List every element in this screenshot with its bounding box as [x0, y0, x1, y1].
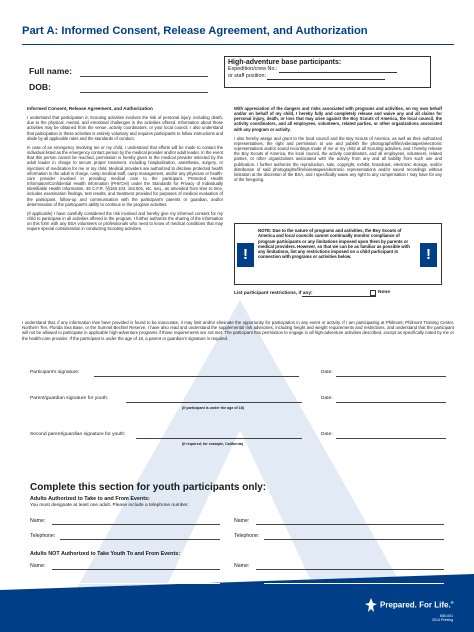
authorized-phone-1-label: Telephone: [30, 533, 56, 539]
warning-icon-right: ! [420, 243, 437, 267]
authorized-adults-instruction: You must designate at least one adult. Please include a telephone number. [30, 503, 189, 508]
expedition-label: Expedition/crew No.: [228, 66, 278, 72]
consent-paragraph-1: I understand that participation in Scouting activities involves the risk of personal injury, including death, due to the physical, mental, and emotional challenges in the activities offered. Information about those activities may be obtained from the venue, activity coordinators, or your local council. I also understand that participation in these activities is entirely voluntary and requires participants to follow instructions and abide by all applicable rules and the standards of conduct. [27, 115, 223, 141]
authorized-phone-2-label: Telephone: [234, 533, 260, 539]
youth-section-heading: Complete this section for youth participants only: [30, 482, 267, 493]
consent-paragraph-2: In case of an emergency involving me or my child, I understand that efforts will be made to contact the individual listed as the emergency contact person by the medical provider and/or adult leader. In the event that this person cannot be reached, permission is hereby given to the medical provider selected by the adult leader in charge to secure proper treatment, including hospitalization, anesthesia, surgery, or injections of medication for me or my child. Medical providers are authorized to disclose protected health information to the adult in charge, camp medical staff, camp management, and/or any physician or health-care provider involved in providing medical care to the participant. Protected Health Information/Confidential Health Information (PHI/CHI) under the Standards for Privacy of Individually Identifiable Health Information, 45 C.F.R. §§160.103, 164.501, etc. seq., as amended from time to time, includes examination findings, test results, and treatment provided for purposes of medical evaluation of the participant, follow-up and communication with the participant's parents or guardian, and/or determination of the participant's ability to continue in the program activities. [27, 144, 223, 207]
second-parent-date-field[interactable] [336, 438, 446, 439]
not-authorized-phone-2-field[interactable] [264, 583, 444, 584]
second-parent-date-label: Date: [321, 432, 333, 437]
not-authorized-phone-1-label: Telephone: [30, 577, 56, 583]
parent-date-field[interactable] [336, 402, 446, 403]
restrictions-field[interactable] [302, 296, 376, 297]
authorized-name-1-field[interactable] [52, 524, 220, 525]
not-authorized-name-1-label: Name: [30, 563, 46, 569]
parent-signature-label: Parent/guardian signature for youth: [30, 396, 109, 401]
second-parent-signature-note: (If required; for example, California) [182, 442, 243, 446]
high-adventure-heading: High-adventure base participants: [228, 59, 342, 66]
staff-position-label: or staff position: [228, 73, 266, 79]
restrictions-label: List participant restrictions, if any: [234, 291, 313, 296]
warning-icon-left: ! [237, 243, 254, 267]
second-parent-signature-label: Second parent/guardian signature for youth: [30, 432, 126, 437]
page-title [22, 25, 368, 37]
dob-label: DOB: [29, 82, 51, 92]
note-box [234, 223, 442, 285]
tagline-text: Prepared. For Life. [380, 600, 451, 610]
none-label: None [378, 290, 390, 295]
consent-heading: Informed Consent, Release Agreement, and Authorization [27, 106, 153, 111]
dob-field[interactable] [80, 92, 208, 93]
not-authorized-name-2-label: Name: [234, 563, 250, 569]
printing-year: 2014 Printing [432, 618, 454, 623]
accuracy-paragraph: I understand that, if any information I/we have provided is found to be inaccurate, it may limit and/or eliminate the opportunity for participation in any event or activity. If I am participating at Philmont, Philmont Training Center, Northern Tier, Florida Sea Base, or the Summit Bechtel Reserve, I have also read and understand the supplemental risk advisories, including height and weight requirements and restrictions, and understand that the participant will not be allowed to participate in applicable high-adventure programs if those requirements are not met. The participant has permission to engage in all high-adventure activities described, except as specifically noted by me or the health-care provider. If the participant is under the age of 18, a parent or guardian's signature is required. [22, 320, 454, 341]
authorized-name-1-label: Name: [30, 518, 46, 524]
parent-signature-note: (If participant is under the age of 18) [182, 406, 244, 410]
full-name-field[interactable] [80, 76, 208, 77]
participant-date-label: Date: [321, 370, 333, 375]
left-column [27, 106, 223, 235]
not-authorized-heading: Adults NOT Authorized to Take Youth To and From Events: [30, 551, 181, 557]
tagline-trademark: ® [450, 600, 454, 605]
title-divider [22, 44, 454, 45]
restrictions-row [234, 291, 313, 296]
not-authorized-phone-2-label: Telephone: [234, 577, 260, 583]
authorized-phone-1-field[interactable] [60, 539, 220, 540]
high-adventure-box [224, 56, 431, 88]
media-release-paragraph: I also hereby assign and grant to the local council and the Boy Scouts of America, as well as their authorized representatives, the right and permission to use and publish the photographs/film/videotapes/electronic representations and/or sound recordings made of me or my child at all Scouting activities, and I hereby release the Boy Scouts of America, the local council, the activity coordinators, and all employees, volunteers, related parties, or other organizations associated with the activity from any and all liability from such use and publication. I further authorize the reproduction, sale, copyright, exhibit, broadcast, electronic storage, and/or distribution of said photographs/film/videotapes/electronic representations and/or sound recordings without limitation at the discretion of the BSA, and I specifically waive any right to any compensation I may have for any of the foregoing. [234, 135, 442, 183]
none-checkbox[interactable] [370, 290, 376, 296]
authorized-adults-heading: Adults Authorized to Take to and From Events: [30, 496, 150, 502]
second-parent-signature-field[interactable] [136, 438, 302, 439]
bsa-fleur-de-lis-logo [364, 598, 378, 612]
release-paragraph: With appreciation of the dangers and risks associated with programs and activities, on my own behalf and/or on behalf of my child, I hereby fully and completely release and waive any and all claims for personal injury, death, or loss that may arise against the Boy Scouts of America, the local council, the activity coordinators, and all employees, volunteers, related parties, or other organizations associated with any program or activity. [234, 106, 442, 132]
not-authorized-phone-1-field[interactable] [60, 583, 220, 584]
right-column [234, 106, 442, 186]
footer-tagline [380, 600, 454, 610]
parent-date-label: Date: [321, 396, 333, 401]
form-code [432, 614, 453, 623]
full-name-label: Full name: [29, 66, 72, 76]
participant-signature-field[interactable] [94, 376, 299, 377]
staff-position-field[interactable] [267, 74, 385, 80]
note-text: NOTE: Due to the nature of programs and activities, the Boy Scouts of America and local councils cannot continually monitor compliance of program participants or any limitations imposed upon them by parents or medical providers. However, so that we can be as familiar as possible with any limitations, list any restrictions imposed on a child participant in connection with programs or activities below. [258, 228, 410, 260]
consent-paragraph-3: (If applicable) I have carefully considered the risk involved and hereby give my informed consent for my child to participate in all activities offered in the program. I further authorize the sharing of the information on this form with any BSA volunteers or professionals who need to know of medical conditions that may require special consideration in conducting Scouting activities. [27, 210, 223, 232]
participant-date-field[interactable] [336, 376, 446, 377]
authorized-name-2-label: Name: [234, 518, 250, 524]
authorized-phone-2-field[interactable] [264, 539, 444, 540]
title-text: Informed Consent, Release Agreement, and Authorization [61, 25, 368, 37]
parent-signature-field[interactable] [126, 402, 302, 403]
participant-signature-label: Participant's signature: [30, 370, 80, 375]
form-number: 680-001 [439, 614, 454, 618]
authorized-name-2-field[interactable] [256, 524, 444, 525]
part-label: Part A: [22, 25, 59, 37]
